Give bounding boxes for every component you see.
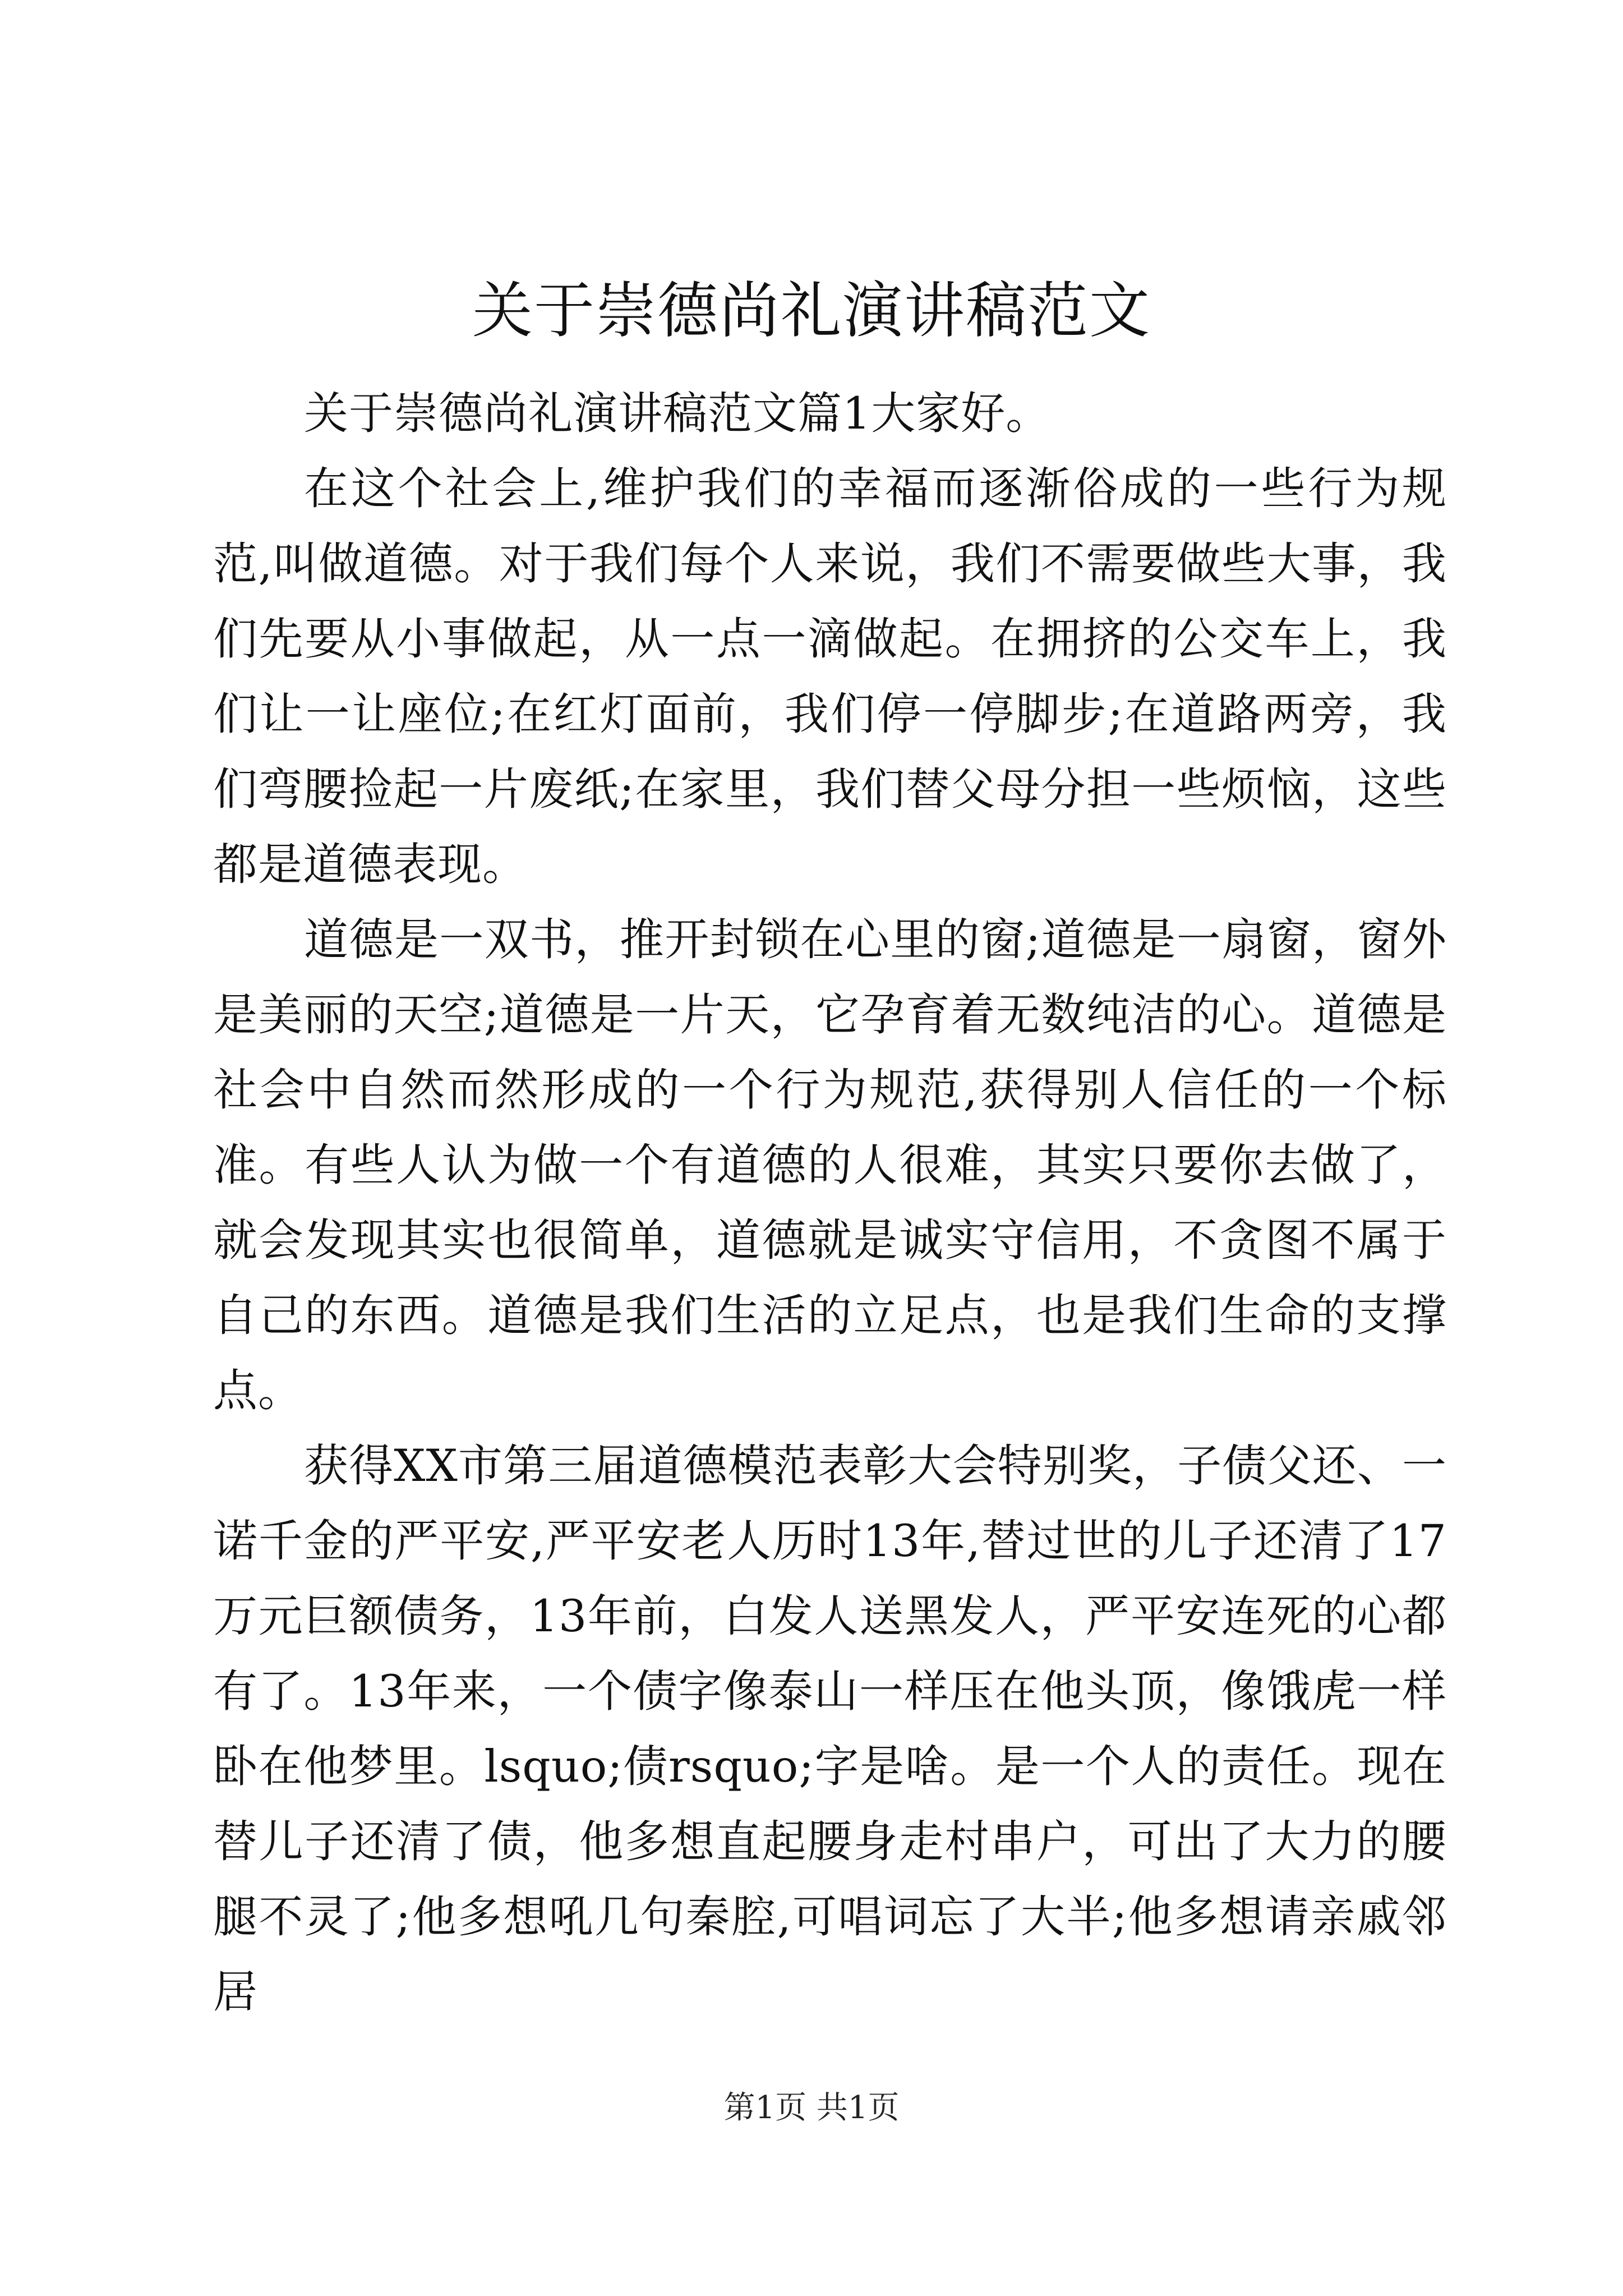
page-footer: 第1页 共1页 bbox=[723, 2090, 900, 2126]
paragraph-greeting: 关于崇德尚礼演讲稿范文篇1大家好。 bbox=[304, 388, 1051, 439]
paragraph-morality-definition: 在这个社会上,维护我们的幸福而逐渐俗成的一些行为规范,叫做道德。对于我们每个人来说，我们不需要做些大事，我们先要从小事做起，从一点一滴做起。在拥挤的公交车上，我们让一让座位;在红灯面前，我们停一停脚步;在道路两旁，我们弯腰捡起一片废纸;在家里，我们替父母分担一些烦恼，这些都是道德表现。 bbox=[213, 463, 1447, 890]
document-body bbox=[213, 376, 1447, 2030]
document-title: 关于崇德尚礼演讲稿范文 bbox=[472, 276, 1151, 346]
paragraph-moral-example: 获得XX市第三届道德模范表彰大会特别奖，子债父还、一诺千金的严平安,严平安老人历时13年,替过世的儿子还清了17万元巨额债务，13年前，白发人送黑发人，严平安连死的心都有了。13年来，一个债字像泰山一样压在他头顶，像饿虎一样卧在他梦里。lsquo;债rsquo;字是啥。是一个人的责任。现在替儿子还清了债，他多想直起腰身走村串户，可出了大力的腰腿不灵了;他多想吼几句秦腔,可唱词忘了大半;他多想请亲戚邻居 bbox=[213, 1440, 1447, 2018]
paragraph-morality-metaphor: 道德是一双书，推开封锁在心里的窗;道德是一扇窗，窗外是美丽的天空;道德是一片天，它孕育着无数纯洁的心。道德是社会中自然而然形成的一个行为规范,获得别人信任的一个标准。有些人认为做一个有道德的人很难，其实只要你去做了，就会发现其实也很简单，道德就是诚实守信用，不贪图不属于自己的东西。道德是我们生活的立足点，也是我们生命的支撑点。 bbox=[213, 914, 1447, 1416]
